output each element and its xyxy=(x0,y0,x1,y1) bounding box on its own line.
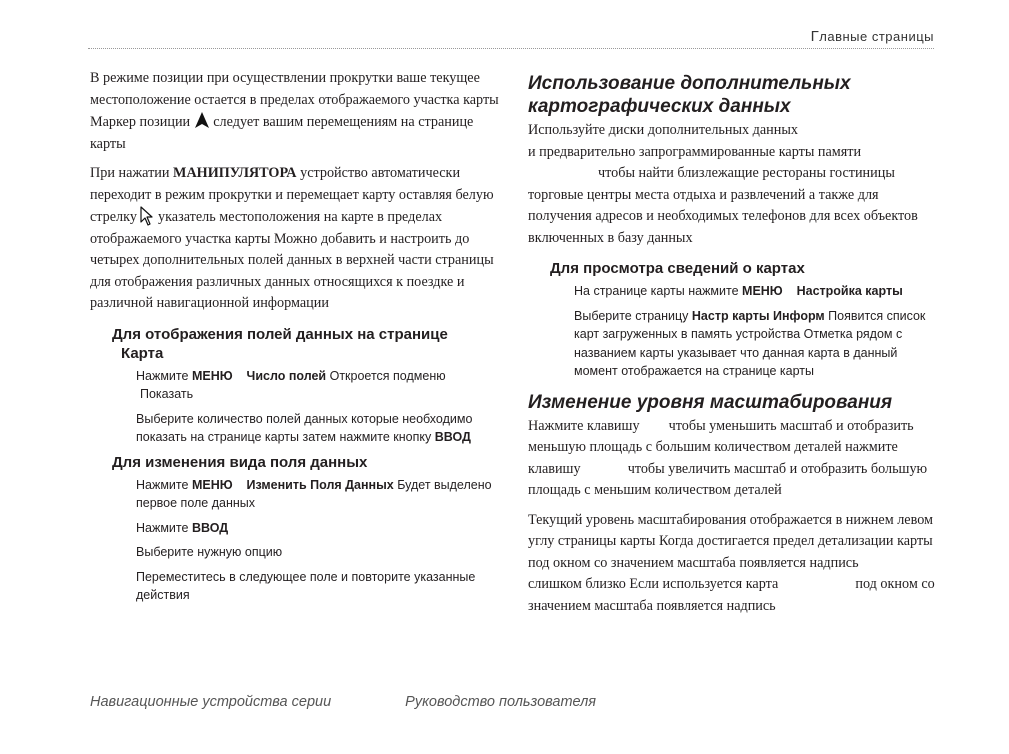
menu-key-label: МЕНЮ xyxy=(191,477,233,492)
map-info-page-label: Настр карты Информ xyxy=(691,308,825,323)
page-header-title xyxy=(811,28,934,45)
right-p2-text-a: Нажмите клавишу xyxy=(528,417,640,434)
enter-key-label: ВВОД xyxy=(434,430,471,444)
left-paragraph-2 xyxy=(90,163,500,315)
heading-data-fields xyxy=(112,325,500,363)
header-divider xyxy=(88,48,934,49)
heading-data-fields-line1: Для отображения полей данных на странице xyxy=(112,325,448,343)
left-p2-text-c: указатель местоположения на карте в пределах отображаемого участка карты Можно добавить и настроить до четырех дополнительных полей данных в верхней части страницы для отображения различных данных относящихся к поездке и различной навигационной информации xyxy=(90,209,494,311)
map-setup-label: Настройка карты xyxy=(796,284,903,298)
left-paragraph-1 xyxy=(90,68,500,155)
menu-key-label: МЕНЮ xyxy=(742,284,783,298)
header-title-cap: Г xyxy=(810,28,820,45)
white-arrow-pointer-icon xyxy=(140,206,154,226)
step-item xyxy=(136,519,500,538)
page-footer xyxy=(90,694,596,710)
joystick-label: МАНИПУЛЯТОРА xyxy=(173,165,297,181)
right-p1-text-c: чтобы найти близлежащие рестораны гостиницы торговые центры места отдыха и развлечений а также для получения адресов и необходимых телефонов для всех объектов включенных в базу данных xyxy=(528,165,918,246)
header-title-rest: лавные страницы xyxy=(819,29,934,44)
right-p1-text-b: и предварительно запрограммированные карты памяти xyxy=(528,143,862,160)
right-p2-text-b: чтобы уменьшить масштаб и отобразить меньшую площадь с большим количеством деталей нажмите клавишу xyxy=(528,417,914,477)
step-text: Показать xyxy=(140,387,194,401)
footer-product-series: Навигационные устройства серии xyxy=(90,694,332,710)
footer-user-manual: Руководство пользователя xyxy=(405,694,597,710)
left-p1-text-b: следует вашим перемещениям на странице карты xyxy=(90,114,474,152)
menu-key-label: МЕНЮ xyxy=(191,368,233,383)
right-p3-text-c: под окном со значением масштаба появляется надпись xyxy=(528,576,935,614)
heading-additional-map-data: Использование дополнительных картографических данных xyxy=(528,73,851,117)
right-p1-text-a: Используйте диски дополнительных данных xyxy=(528,122,798,138)
right-column xyxy=(528,68,940,625)
left-p1-text-a: В режиме позиции при осуществлении прокрутки ваше текущее местоположение остается в пределах отображаемого участка карты Маркер позиции xyxy=(90,70,499,130)
change-fields-label: Изменить Поля Данных xyxy=(246,477,394,492)
heading-zoom-level: Изменение уровня масштабирования xyxy=(528,391,893,413)
step-text: Нажмите xyxy=(136,520,189,535)
right-p3-text-a: Текущий уровень масштабирования отображается в нижнем левом углу страницы карты Когда достигается предел детализации карты под окном со значением масштаба появляется надпись xyxy=(528,511,933,571)
step-item xyxy=(574,307,940,381)
right-p2-text-c: чтобы увеличить масштаб и отобразить большую площадь с меньшим количеством деталей xyxy=(528,460,928,498)
step-text: Появится список карт загруженных в память устройства Отметка рядом с названием карты указывает что данная карта в данный момент отображается на странице карты xyxy=(574,308,926,378)
step-item xyxy=(136,476,500,513)
step-text: Откроется подменю xyxy=(329,368,446,383)
left-p2-text-b: устройство автоматически переходит в режим прокрутки и перемещает карту оставляя белую стрелку xyxy=(90,165,494,225)
step-text: Выберите страницу xyxy=(574,308,689,323)
step-item xyxy=(574,282,940,301)
right-paragraph-1 xyxy=(528,120,940,249)
heading-map-info: Для просмотра сведений о картах xyxy=(550,260,805,277)
position-marker-icon xyxy=(194,111,210,129)
left-column xyxy=(90,68,500,611)
enter-key-label: ВВОД xyxy=(191,520,229,535)
step-item: Выберите нужную опцию xyxy=(136,545,283,559)
step-text: Нажмите xyxy=(136,368,189,383)
step-item xyxy=(136,410,500,447)
step-text: Будет выделено первое поле данных xyxy=(136,477,492,510)
left-p2-text-a: При нажатии xyxy=(90,165,170,181)
step-item xyxy=(136,367,500,404)
right-p3-text-b: слишком близко Если используется карта xyxy=(528,576,779,592)
step-text: Выберите количество полей данных которые необходимо показать на странице карты затем нажмите кнопку xyxy=(136,411,473,444)
right-paragraph-2 xyxy=(528,416,940,502)
heading-change-field: Для изменения вида поля данных xyxy=(112,453,368,471)
right-paragraph-3 xyxy=(528,510,940,618)
step-item: Переместитесь в следующее поле и повторите указанные действия xyxy=(136,569,476,602)
field-count-label: Число полей xyxy=(246,368,327,383)
heading-data-fields-line2: Карта xyxy=(121,344,164,362)
step-text: Нажмите xyxy=(136,477,189,492)
step-text: На странице карты нажмите xyxy=(574,284,739,298)
